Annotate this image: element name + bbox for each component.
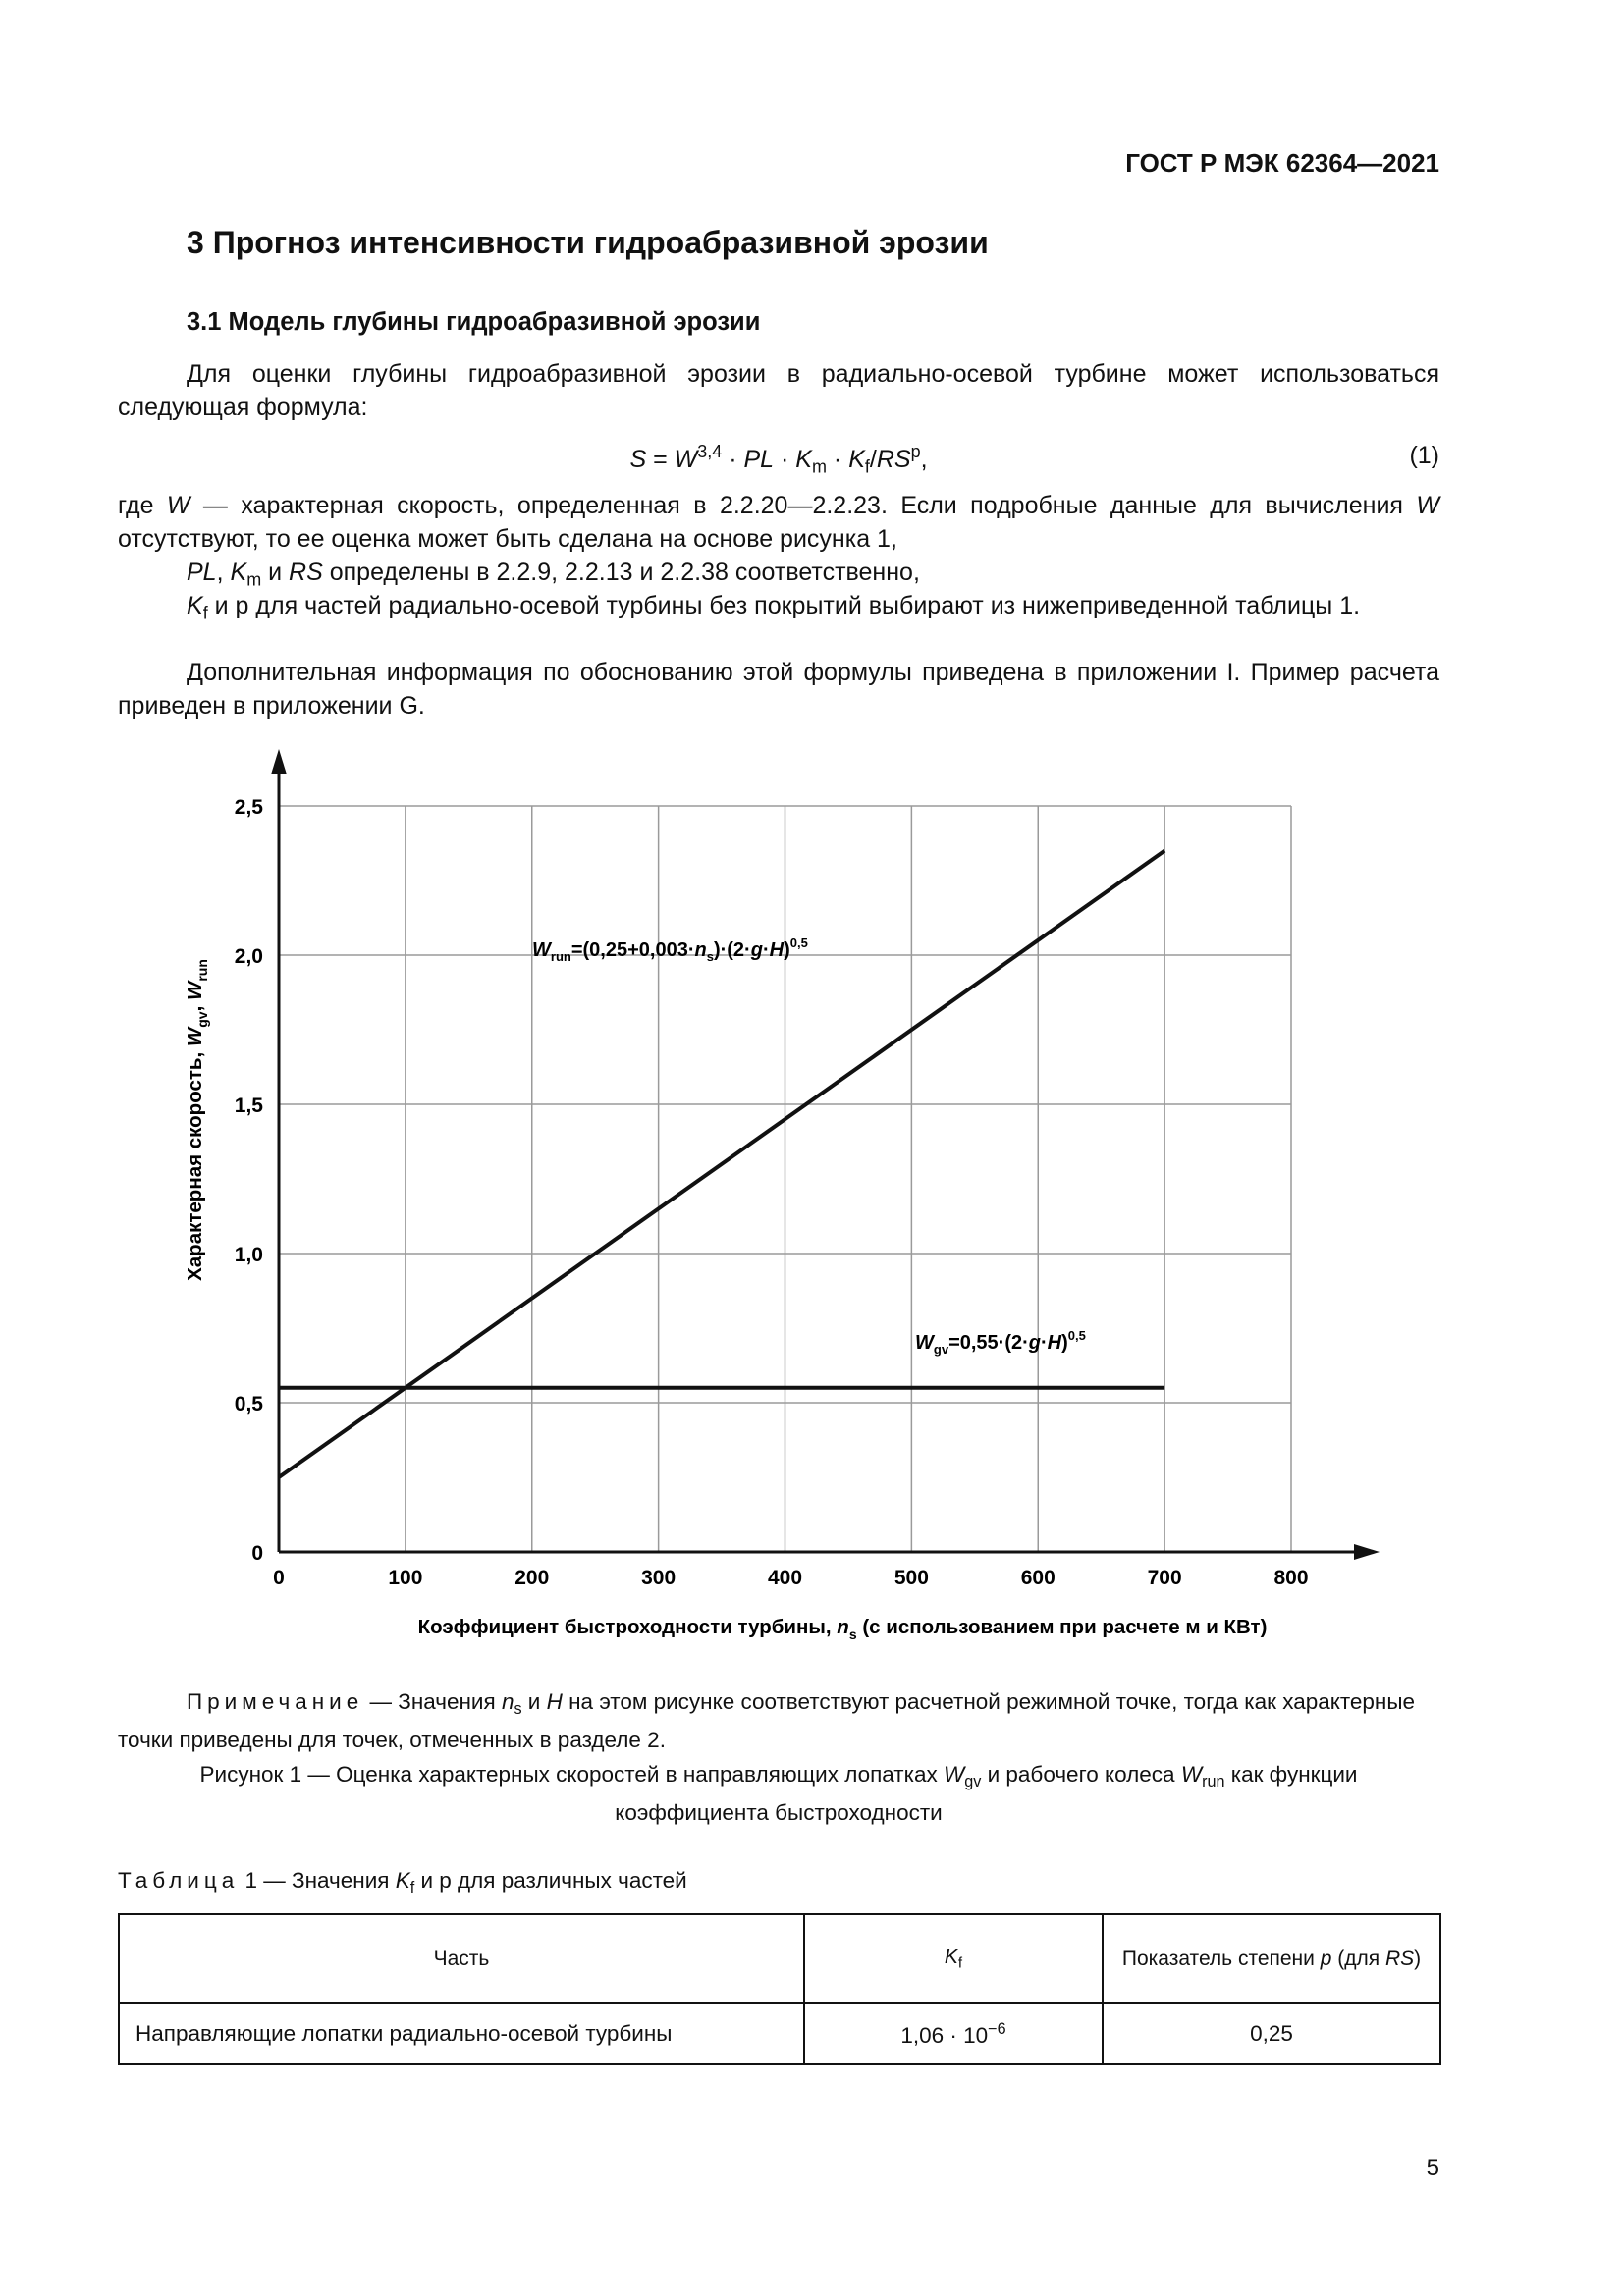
page-number: 5	[1426, 2155, 1439, 2181]
y-axis-label-main: Характерная скорость,	[184, 1046, 206, 1281]
kf-paragraph: $K_f$ и p для частей радиально-осевой турбины без покрытий выбирают из нижеприведенной таблицы 1.	[187, 592, 1361, 623]
note-label: Примечание	[187, 1689, 364, 1714]
additional-paragraph: Дополнительная информация по обоснованию этой формулы приведена в приложении I. Пример расчета приведен в приложении G.	[118, 659, 1439, 720]
y-tick-label: 2,5	[234, 796, 263, 819]
x-tick-label: 400	[767, 1567, 803, 1589]
annotation-w-gv: $W_{gv}=0,55\cdot(2\cdot g\cdot H)^{0,5}$	[915, 1328, 1086, 1357]
x-axis-arrow	[1354, 1544, 1380, 1560]
where-text-1: — характерная скорость, определенная в 2.2.20—2.2.23. Если подробные данные для вычисления	[189, 492, 1417, 519]
x-axis-label-main: Коэффициент быстроходности турбины,	[417, 1616, 838, 1638]
chart-axes	[271, 749, 1380, 1560]
x-tick-label: 800	[1273, 1567, 1309, 1589]
where-text-2: отсутствуют, то ее оценка может быть сделана на основе рисунка 1,	[118, 525, 897, 553]
formula-number: (1)	[1409, 442, 1439, 469]
subsection-title: 3.1 Модель глубины гидроабразивной эрозии	[187, 308, 761, 336]
x-tick-label: 0	[273, 1567, 285, 1589]
chart-grid	[279, 806, 1291, 1552]
y-tick-label: 2,0	[234, 945, 263, 968]
x-axis-label: Коэффициент быстроходности турбины, $n_s$ (с использованием при расчете м и КВт)	[417, 1616, 1268, 1642]
chart-ticks	[235, 796, 1309, 1589]
header-part: Часть	[119, 1914, 804, 2003]
cell-part: Направляющие лопатки радиально-осевой турбины	[119, 2003, 804, 2064]
x-axis-label-tail: (с использованием при расчете м и КВт)	[856, 1616, 1268, 1638]
formula: S = W$^{3,4}$ · PL · $K_m \cdot K_f/RS^p$,	[629, 442, 928, 477]
x-tick-label: 200	[514, 1567, 550, 1589]
cell-exponent: 0,25	[1103, 2003, 1440, 2064]
y-axis-arrow	[271, 749, 287, 774]
definitions-text: определены в 2.2.9, 2.2.13 и 2.2.38 соответственно,	[322, 559, 920, 586]
table-caption-label: Таблица	[118, 1868, 240, 1893]
x-tick-label: 300	[641, 1567, 677, 1589]
cell-kf: $1,06 \cdot 10^{-6}$	[804, 2003, 1103, 2064]
table-caption: Таблица 1 — Значения $K_f$ и p для различных частей	[118, 1868, 687, 1896]
figure-note: Примечание — Значения $n_s$ и H на этом рисунке соответствуют расчетной режимной точке, тогда как характерные точки приведены для точек, отмеченных в разделе 2.	[118, 1689, 1416, 1752]
figure-caption: Рисунок 1 — Оценка характерных скоростей в направляющих лопатках $W_{gv}$ и рабочего колеса $W_{run}$ как функции коэффициента быстроходности	[199, 1762, 1358, 1825]
x-tick-label: 700	[1147, 1567, 1182, 1589]
table-1	[118, 1913, 1441, 2065]
kf-text: и p для частей радиально-осевой турбины без покрытий выбирают из нижеприведенной таблицы 1.	[207, 592, 1361, 619]
header-kf: $K_f$	[804, 1914, 1103, 2003]
y-tick-label: 0,5	[234, 1393, 263, 1415]
standard-designation: ГОСТ Р МЭК 62364—2021	[1125, 148, 1439, 178]
definitions-paragraph: PL, $K_m$ и RS определены в 2.2.9, 2.2.13 и 2.2.38 соответственно,	[187, 559, 920, 590]
x-tick-label: 500	[893, 1567, 929, 1589]
y-tick-label: 1,5	[234, 1095, 263, 1117]
x-tick-label: 600	[1020, 1567, 1056, 1589]
x-tick-label: 100	[388, 1567, 423, 1589]
y-axis-label: Характерная скорость, $W_{gv}$, $W_{run}$	[184, 959, 210, 1281]
annotation-w-run: $W_{run}=(0,25+0,003\cdot n_s)\cdot(2\cdot g\cdot H)^{0,5}$	[532, 935, 808, 964]
where-paragraph: где W — характерная скорость, определенная в 2.2.20—2.2.23. Если подробные данные для вычисления W отсутствуют, то ее оценка может быть сделана на основе рисунка 1,	[118, 492, 1439, 553]
table-row	[119, 2003, 1440, 2064]
header-exponent: Показатель степени p (для RS)	[1103, 1914, 1440, 2003]
y-tick-label: 0	[251, 1542, 263, 1565]
section-title: 3 Прогноз интенсивности гидроабразивной эрозии	[187, 225, 989, 260]
intro-paragraph: Для оценки глубины гидроабразивной эрозии в радиально-осевой турбине может использоваться следующая формула:	[118, 360, 1439, 421]
y-tick-label: 1,0	[234, 1244, 263, 1266]
table-header-row	[119, 1914, 1440, 2003]
